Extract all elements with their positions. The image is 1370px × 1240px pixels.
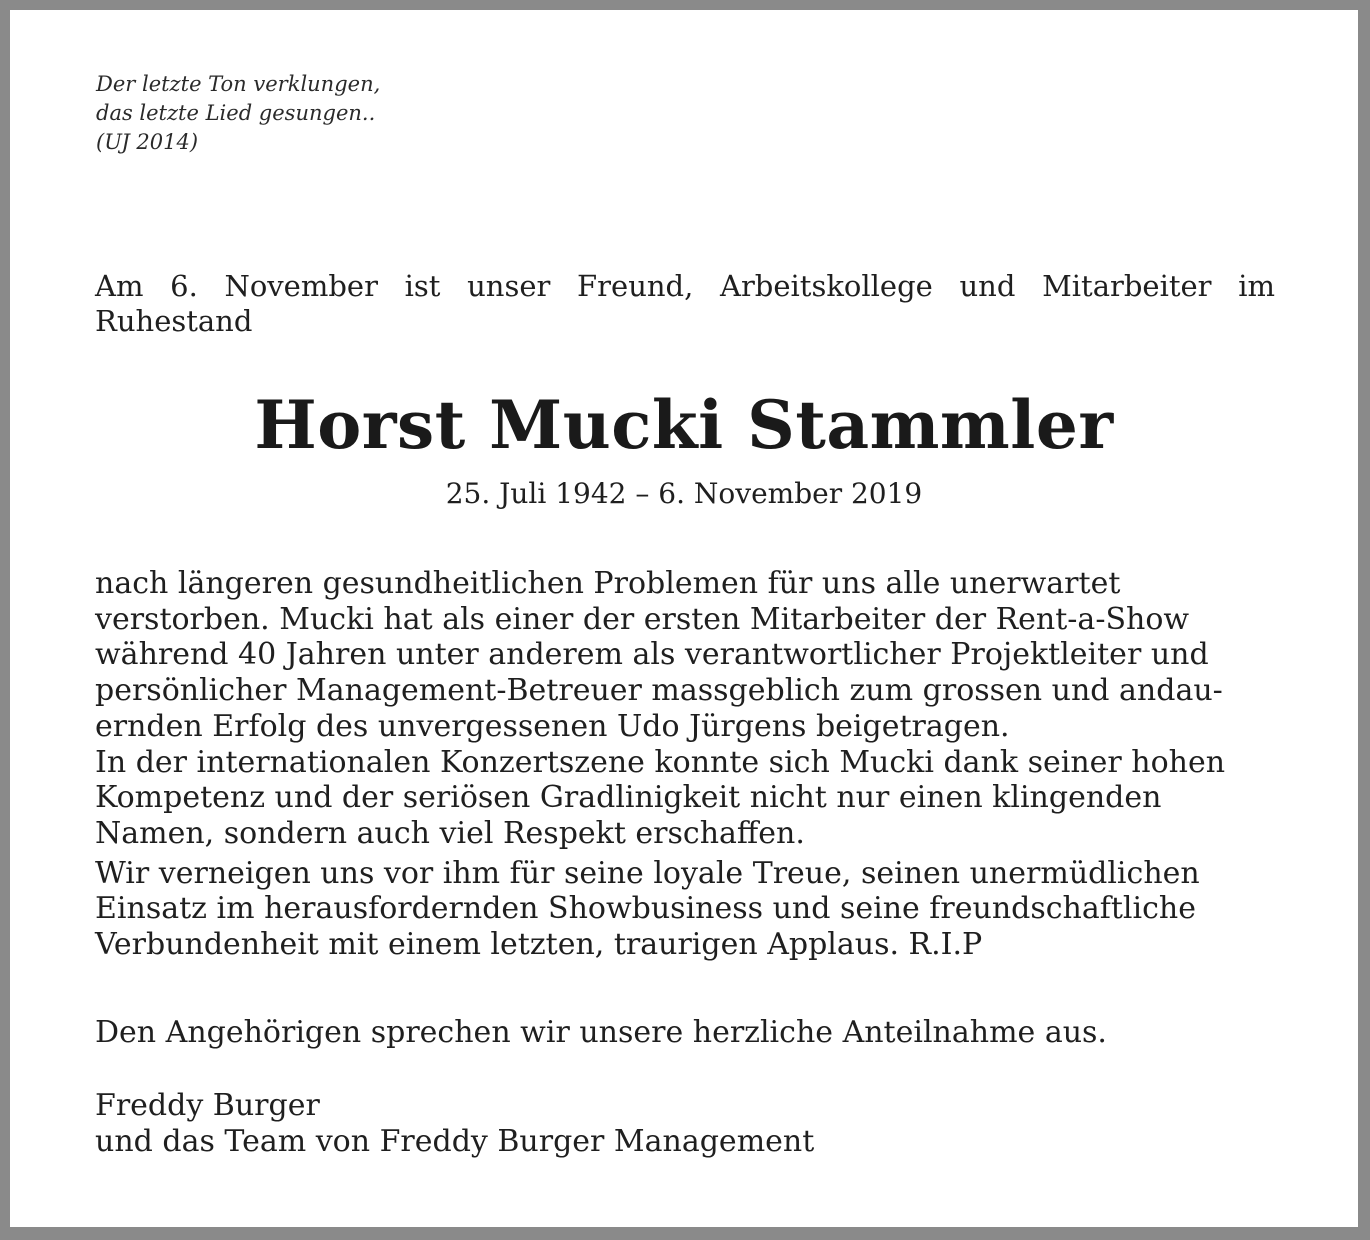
paragraph-3 (95, 856, 1285, 963)
quote-line: Der letzte Ton verklungen, (96, 72, 381, 96)
condolence-text: Den Angehörigen sprechen wir unsere herzliche Anteilnahme aus. (95, 1015, 1107, 1050)
intro-text: Am 6. November ist unser Freund, Arbeitskollege und Mitarbeiter im Ruhestand (95, 269, 1275, 338)
obituary-notice (10, 10, 1358, 1227)
memorial-quote (96, 70, 380, 157)
text-line: Namen, sondern auch viel Respekt erschaffen. (95, 815, 805, 851)
text-line: persönlicher Management-Betreuer massgeblich zum grossen und andau- (95, 673, 1223, 709)
text-line: während 40 Jahren unter anderem als verantwortlicher Projektleiter und (95, 637, 1209, 673)
text-line: Wir verneigen uns vor ihm für seine loyale Treue, seinen unermüdlichen (95, 855, 1200, 891)
paragraph-2 (95, 745, 1285, 852)
text-line: verstorben. Mucki hat als einer der ersten Mitarbeiter der Rent-a-Show (95, 601, 1190, 637)
quote-line: das letzte Lied gesungen.. (96, 101, 376, 125)
text-line: In der internationalen Konzertszene konnte sich Mucki dank seiner hohen (95, 744, 1226, 780)
signatory-name: Freddy Burger (95, 1088, 320, 1123)
text-line: ernden Erfolg des unvergessenen Udo Jürgens beigetragen. (95, 708, 1010, 744)
paragraph-1 (95, 566, 1285, 745)
deceased-name: Horst Mucki Stammler (254, 386, 1114, 464)
text-line: Kompetenz und der seriösen Gradlinigkeit nicht nur einen klingenden (95, 780, 1162, 816)
obituary-body (95, 566, 1285, 963)
life-dates: 25. Juli 1942 – 6. November 2019 (445, 477, 923, 510)
text-line: Einsatz im herausfordernden Showbusiness und seine freundschaftliche (95, 891, 1196, 927)
quote-source: (UJ 2014) (96, 130, 199, 154)
text-line: nach längeren gesundheitlichen Problemen für uns alle unerwartet (95, 566, 1121, 601)
signature-block (95, 1088, 814, 1160)
text-line: Verbundenheit mit einem letzten, traurigen Applaus. R.I.P (95, 927, 983, 963)
signatory-team: und das Team von Freddy Burger Management (95, 1124, 815, 1159)
